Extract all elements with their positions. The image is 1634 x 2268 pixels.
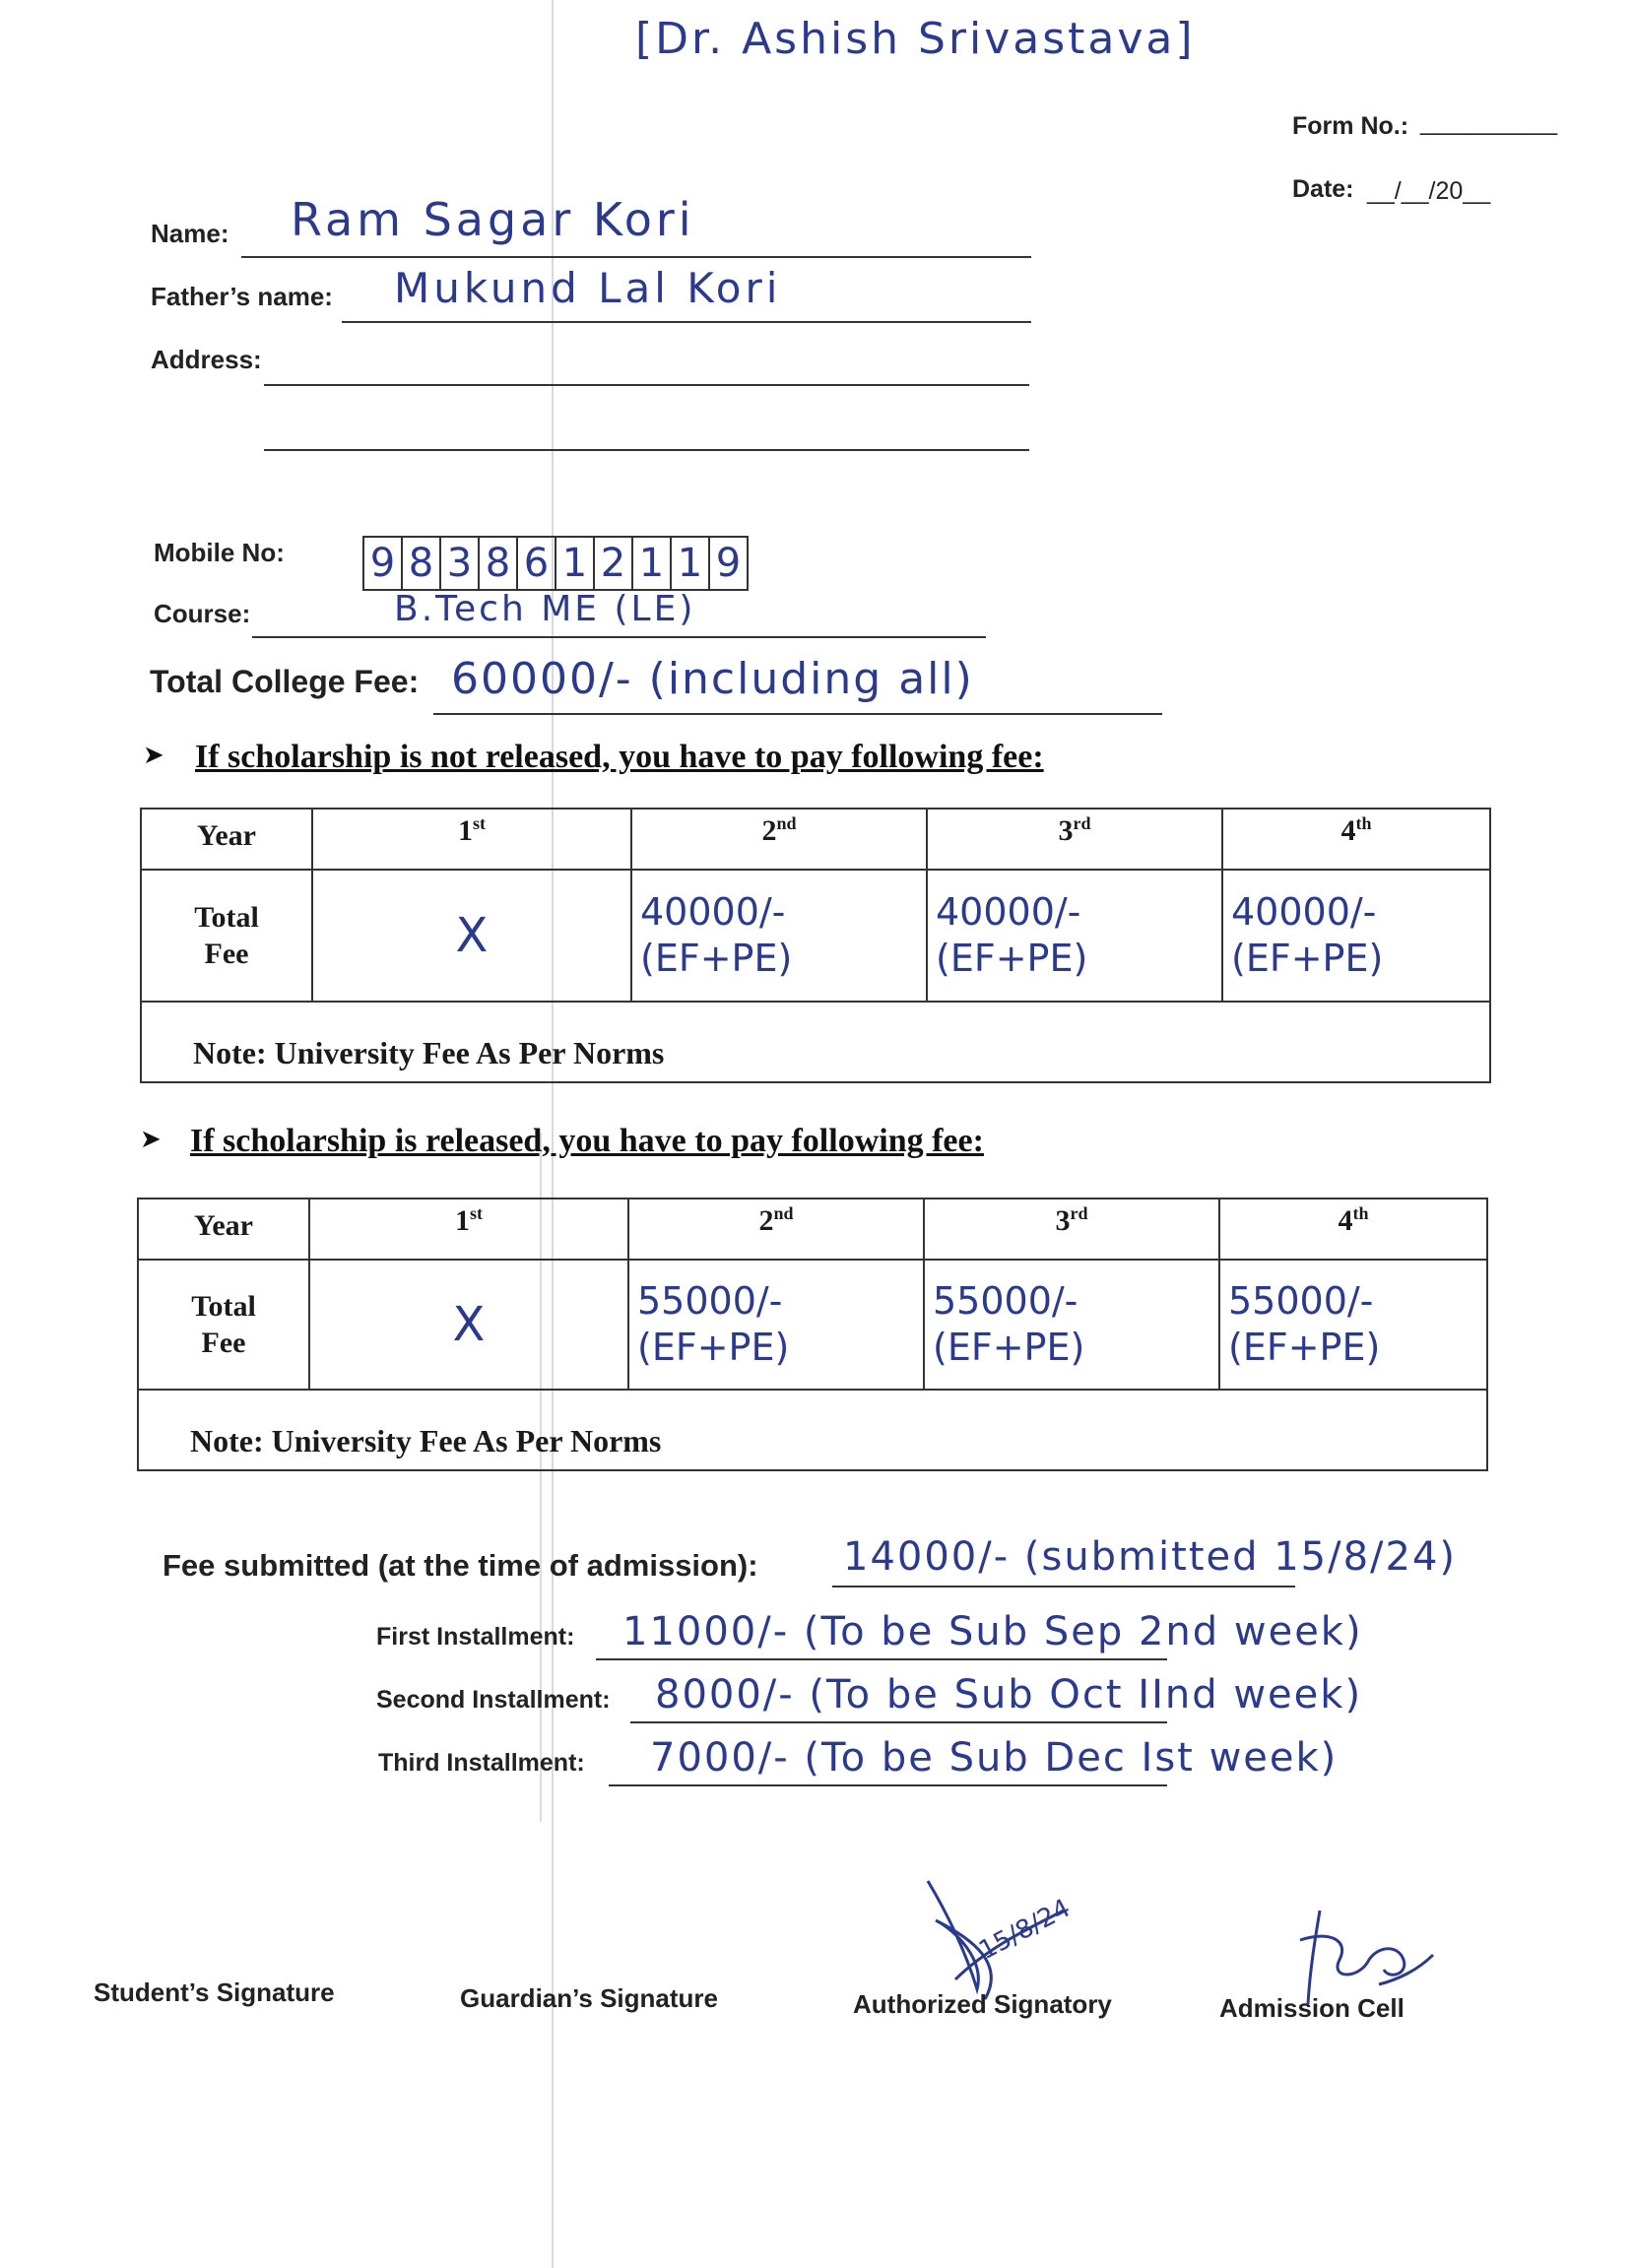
section-not-released-heading: If scholarship is not released, you have to pay following fee: xyxy=(195,739,1044,775)
mobile-digit: 1 xyxy=(556,538,595,589)
year-col-2: 2nd xyxy=(631,809,927,870)
header-handwritten-note: [Dr. Ashish Srivastava] xyxy=(635,14,1196,64)
third-installment-value: 7000/- (To be Sub Dec Ist week) xyxy=(650,1735,1339,1781)
year-header: Year xyxy=(141,809,312,870)
name-label: Name: xyxy=(151,219,229,248)
third-installment-underline xyxy=(609,1784,1167,1786)
total-fee-row-label: Total Fee xyxy=(141,870,312,1002)
year-col-2: 2nd xyxy=(628,1199,924,1260)
year-col-1: 1st xyxy=(312,809,631,870)
date-value: __/__/20__ xyxy=(1367,177,1491,205)
form-no-value: __________ xyxy=(1420,108,1558,136)
fee-year-4: 55000/- (EF+PE) xyxy=(1219,1260,1487,1390)
year-col-3: 3rd xyxy=(927,809,1222,870)
mobile-digit: 9 xyxy=(715,541,742,586)
fee-year-2: 55000/- (EF+PE) xyxy=(628,1260,924,1390)
fee-year-1: X xyxy=(312,870,631,1002)
mobile-digit: 9 xyxy=(364,538,403,589)
date-label: Date: xyxy=(1292,175,1354,203)
first-installment-value: 11000/- (To be Sub Sep 2nd week) xyxy=(622,1609,1363,1654)
address-underline-1 xyxy=(264,384,1029,386)
student-signature-label: Student’s Signature xyxy=(94,1977,335,2007)
mobile-digit: 1 xyxy=(633,538,672,589)
address-label: Address: xyxy=(151,345,262,374)
bullet-arrow-icon: ➤ xyxy=(140,1125,162,1154)
second-installment-value: 8000/- (To be Sub Oct IInd week) xyxy=(655,1672,1363,1717)
course-value: B.Tech ME (LE) xyxy=(394,589,696,629)
course-label: Course: xyxy=(154,599,251,628)
fee-year-3: 55000/- (EF+PE) xyxy=(924,1260,1219,1390)
authorized-signature-date: 15/8/24 xyxy=(974,1893,1076,1967)
total-college-fee-underline xyxy=(433,713,1162,715)
guardian-signature-label: Guardian’s Signature xyxy=(460,1983,718,2013)
course-underline xyxy=(252,636,986,638)
year-col-4: 4th xyxy=(1219,1199,1487,1260)
first-installment-label: First Installment: xyxy=(376,1623,575,1651)
authorized-signatory-label: Authorized Signatory xyxy=(853,1989,1112,2019)
name-underline xyxy=(241,256,1031,258)
mobile-label: Mobile No: xyxy=(154,538,285,567)
fee-year-1: X xyxy=(309,1260,628,1390)
second-installment-label: Second Installment: xyxy=(376,1686,611,1714)
fee-table-released xyxy=(137,1198,1488,1471)
form-no-label: Form No.: xyxy=(1292,112,1409,140)
mobile-digit-boxes xyxy=(362,536,749,591)
father-name-underline xyxy=(342,321,1031,323)
fee-year-3: 40000/- (EF+PE) xyxy=(927,870,1222,1002)
year-col-3: 3rd xyxy=(924,1199,1219,1260)
fee-submitted-value: 14000/- (submitted 15/8/24) xyxy=(843,1534,1458,1580)
mobile-digit: 2 xyxy=(595,538,633,589)
fee-submitted-underline xyxy=(832,1586,1295,1588)
father-name-label: Father’s name: xyxy=(151,282,333,311)
authorized-signature-mark xyxy=(916,1871,1103,2004)
mobile-digit: 6 xyxy=(518,538,556,589)
name-value: Ram Sagar Kori xyxy=(291,193,695,246)
address-underline-2 xyxy=(264,449,1029,451)
fee-submitted-label: Fee submitted (at the time of admission): xyxy=(163,1548,758,1583)
year-col-4: 4th xyxy=(1222,809,1490,870)
mobile-digit: 8 xyxy=(480,538,518,589)
fee-table-not-released xyxy=(140,808,1491,1083)
bullet-arrow-icon: ➤ xyxy=(143,741,164,770)
total-college-fee-value: 60000/- (including all) xyxy=(451,654,974,704)
third-installment-label: Third Installment: xyxy=(378,1749,585,1777)
year-col-1: 1st xyxy=(309,1199,628,1260)
mobile-digit: 8 xyxy=(403,538,441,589)
total-college-fee-label: Total College Fee: xyxy=(150,664,420,699)
total-fee-row-label: Total Fee xyxy=(138,1260,309,1390)
note-university-fee: Note: University Fee As Per Norms xyxy=(141,1002,1490,1082)
mobile-digit: 3 xyxy=(441,538,480,589)
section-released-heading: If scholarship is released, you have to pay following fee: xyxy=(190,1123,984,1159)
father-name-value: Mukund Lal Kori xyxy=(394,264,782,312)
fee-year-4: 40000/- (EF+PE) xyxy=(1222,870,1490,1002)
admission-cell-label: Admission Cell xyxy=(1219,1993,1405,2023)
fee-year-2: 40000/- (EF+PE) xyxy=(631,870,927,1002)
year-header: Year xyxy=(138,1199,309,1260)
mobile-digit: 1 xyxy=(672,538,710,589)
second-installment-underline xyxy=(630,1721,1167,1723)
first-installment-underline xyxy=(596,1658,1167,1660)
note-university-fee: Note: University Fee As Per Norms xyxy=(138,1390,1487,1470)
